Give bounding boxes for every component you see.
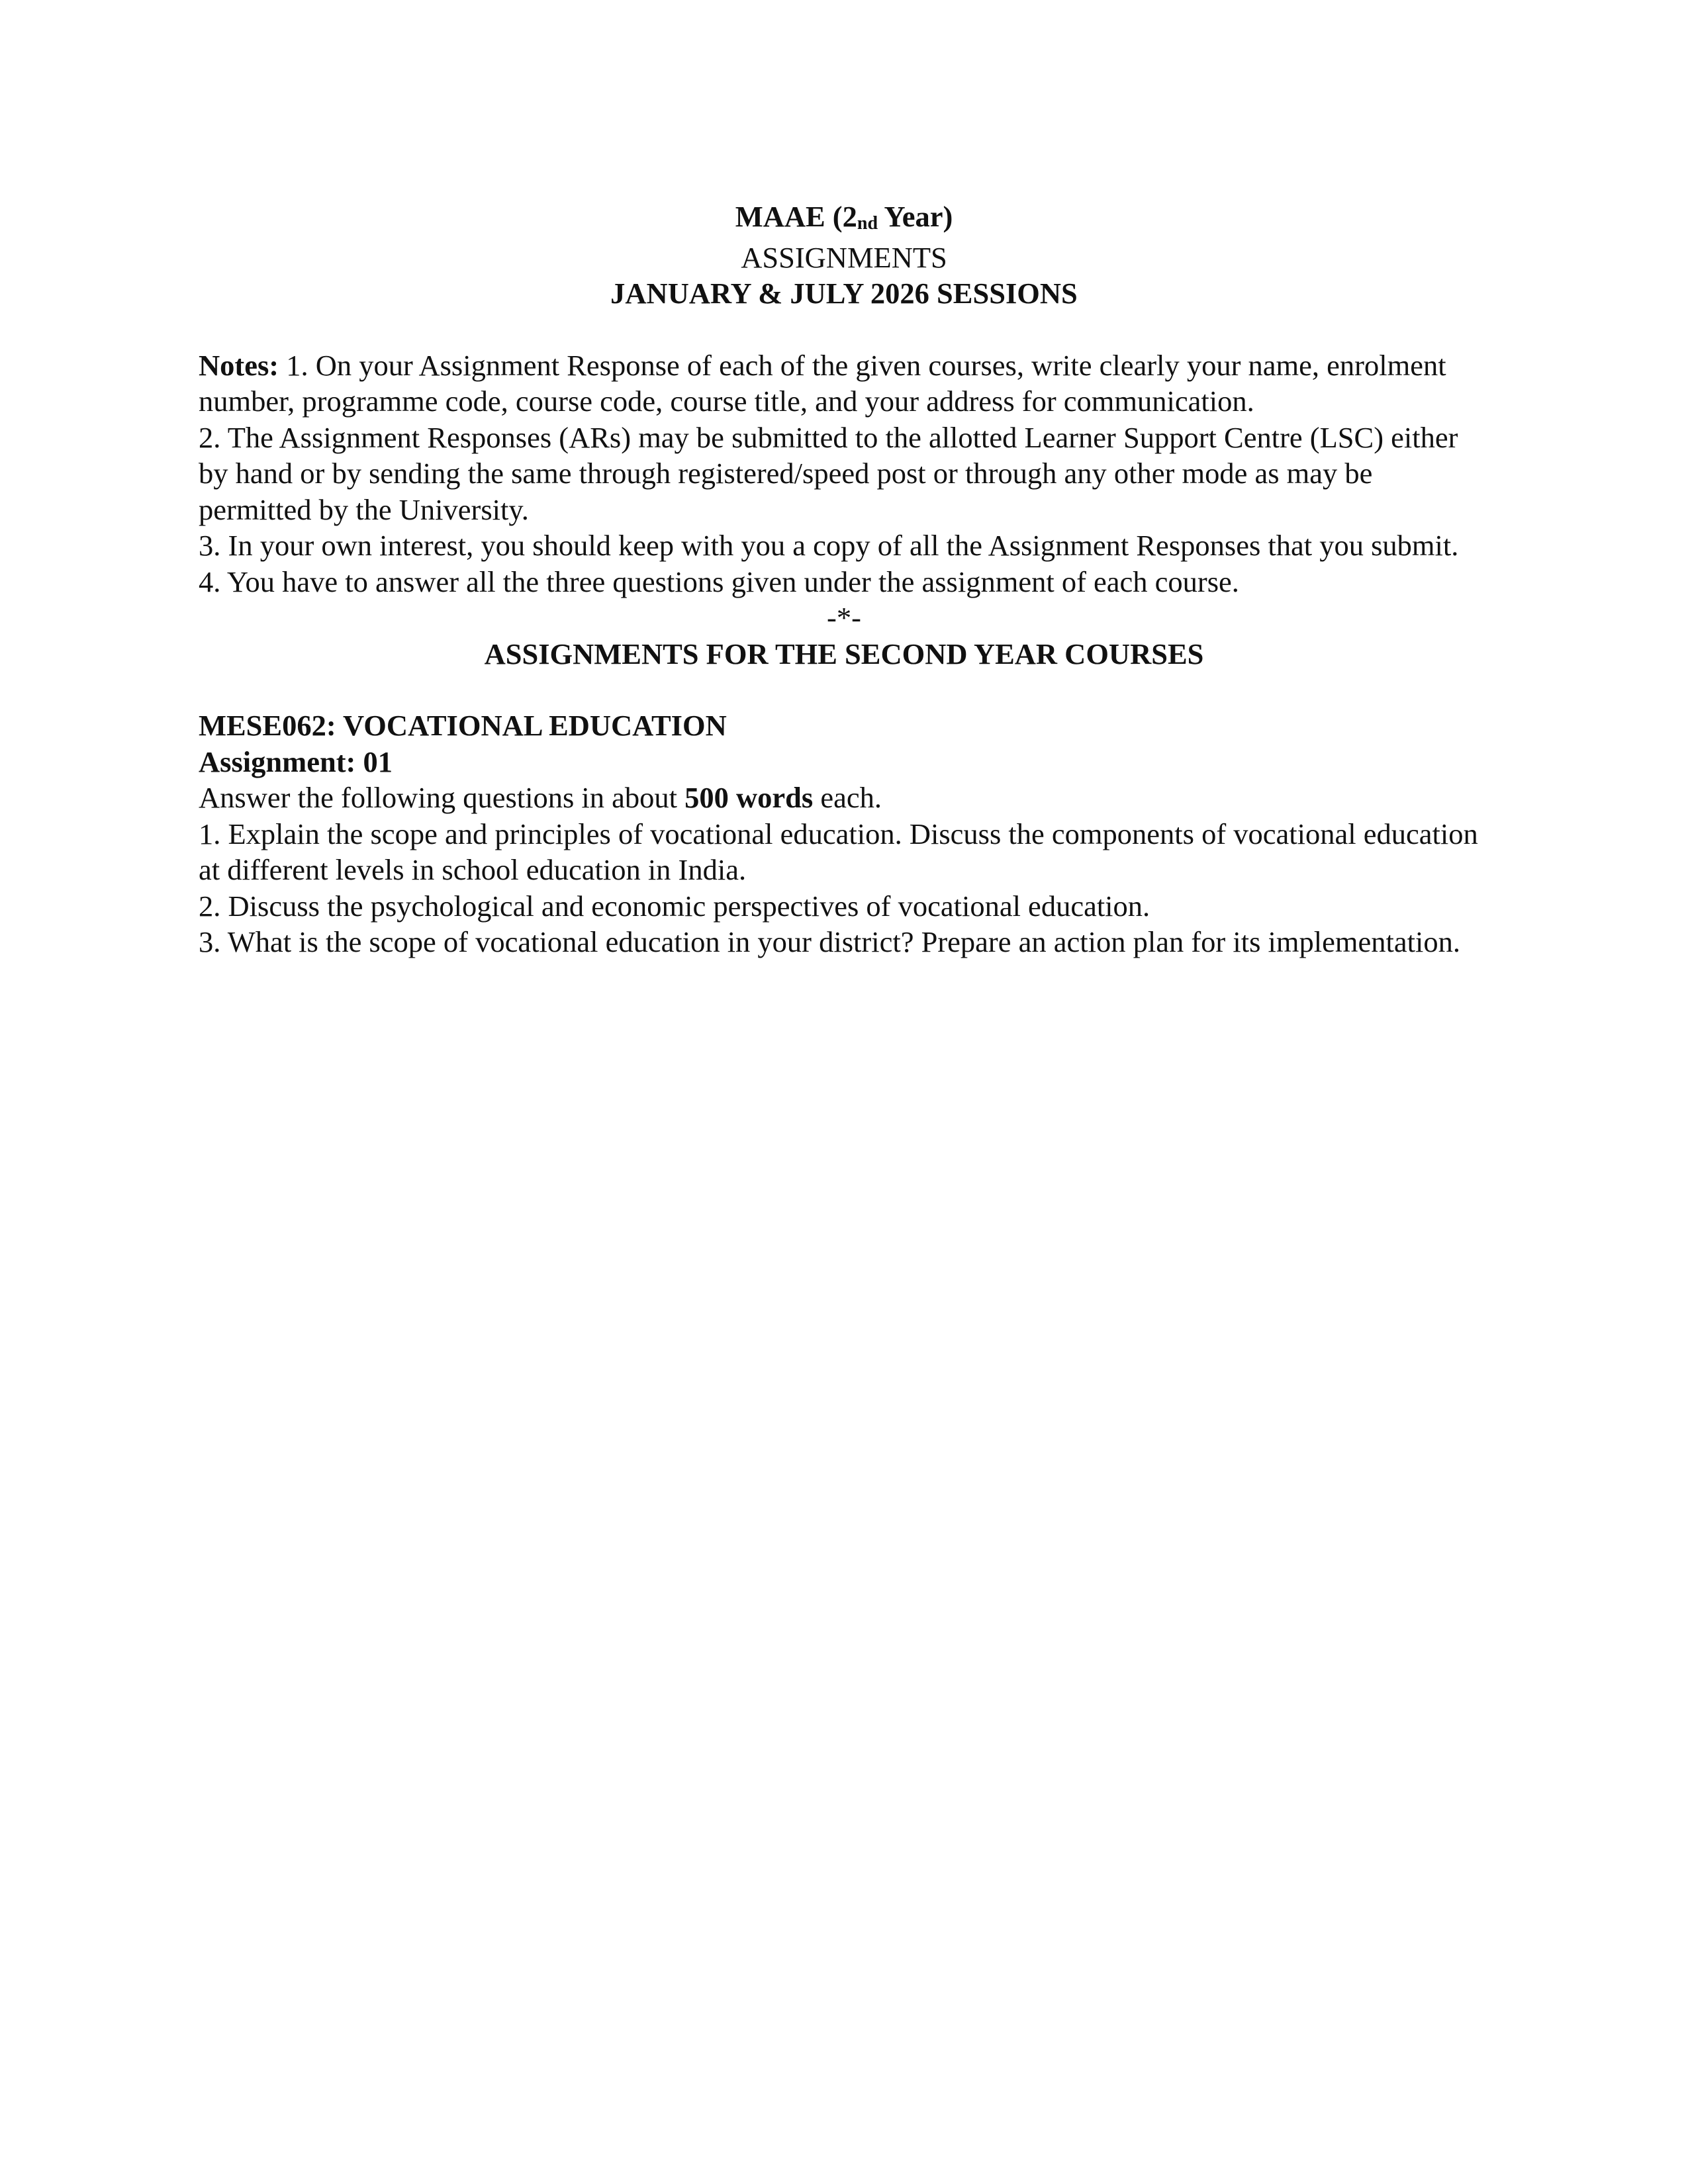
course-title: MESE062: VOCATIONAL EDUCATION [199, 709, 727, 742]
question-3: 3. What is the scope of vocational education in your district? Prepare an action plan for its implementation. [199, 925, 1460, 958]
title-suffix: Year) [878, 200, 953, 233]
notes-label: Notes: [199, 348, 279, 382]
instruction-prefix: Answer the following questions in about [199, 781, 685, 814]
spacer [199, 312, 1489, 347]
note-1 [199, 347, 1489, 420]
question-1: 1. Explain the scope and principles of vocational education. Discuss the components of vocational education at different levels in school education in India. [199, 817, 1478, 886]
document-page [199, 199, 1489, 960]
section-title: ASSIGNMENTS FOR THE SECOND YEAR COURSES [484, 637, 1204, 670]
word-count: 500 words [684, 781, 814, 814]
instruction [199, 780, 1489, 816]
course-block [199, 707, 1489, 960]
separator: -*- [827, 601, 861, 634]
note-3: 3. In your own interest, you should keep with you a copy of all the Assignment Responses that you submit. [199, 529, 1459, 562]
notes-block [199, 347, 1489, 600]
title-prefix: MAAE (2 [735, 200, 857, 233]
spacer [199, 672, 1489, 707]
note-2: 2. The Assignment Responses (ARs) may be submitted to the allotted Learner Support Centre (LSC) either by hand or by sending the same through registered/speed post or through any other mode as may be permitted by the University. [199, 420, 1458, 526]
instruction-suffix: each. [813, 781, 882, 814]
assignment-label: Assignment: 01 [199, 745, 393, 778]
question-2: 2. Discuss the psychological and economic perspectives of vocational education. [199, 889, 1150, 923]
document-title [199, 199, 1489, 240]
note-1-text: 1. On your Assignment Response of each of the given courses, write clearly your name, enrolment number, programme code, course code, course title, and your address for communication. [199, 348, 1446, 418]
document-subtitle: ASSIGNMENTS [741, 240, 947, 274]
sessions-heading: JANUARY & JULY 2026 SESSIONS [610, 277, 1078, 310]
title-superscript: nd [857, 213, 878, 234]
note-4: 4. You have to answer all the three questions given under the assignment of each course. [199, 565, 1239, 598]
